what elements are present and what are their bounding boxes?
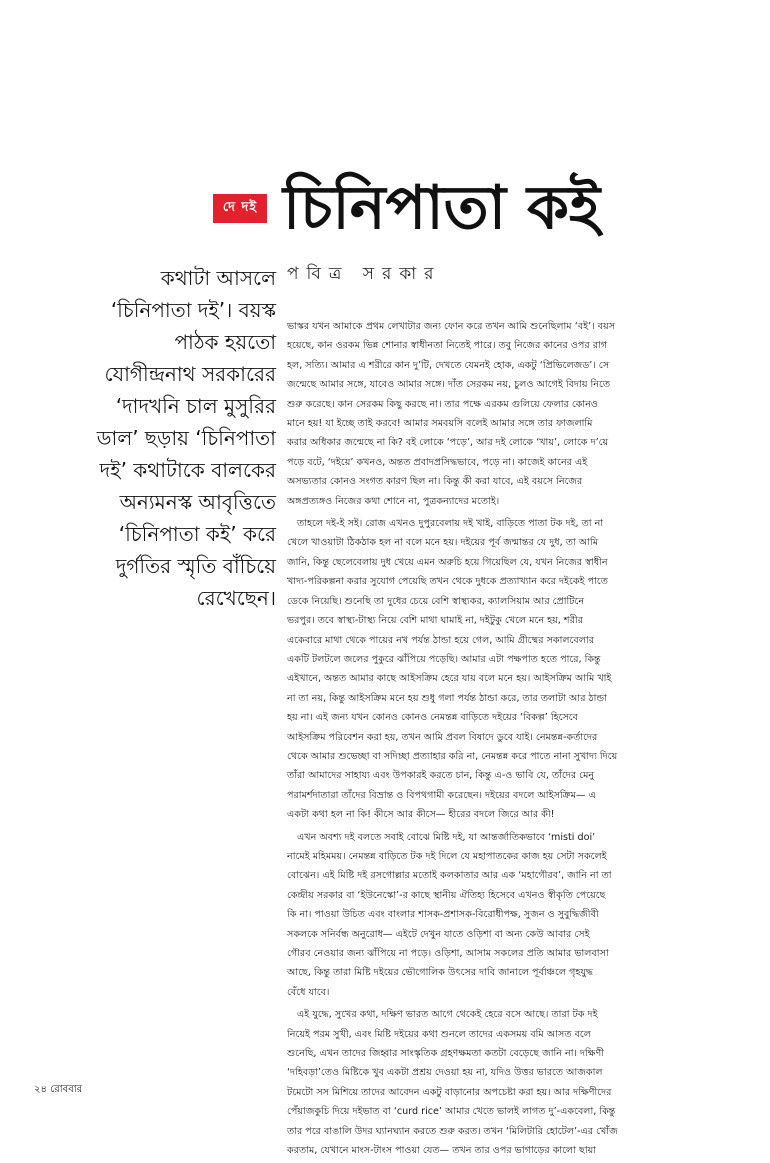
pull-quote-line: ‘চিনিপাতা দই’। বয়স্ক bbox=[110, 298, 276, 322]
article-line: ভরপুর। তবে স্বাস্থ্য-টাস্থ্য নিয়ে বেশি মাথা ঘামাই না, দইটুকু খেলে মনে হয়, শরীর bbox=[287, 615, 583, 627]
article-line: করার অধিকার জন্মেছে না কি? বই লোকে ‘পড়ে’, আর দই লোকে ‘খায়’, লোকে দ’য়ে bbox=[287, 437, 609, 449]
article-line: পেঁয়াজকুচি দিয়ে দইভাত বা ‘curd rice’ আমার খেতে ভালই লাগত দু’-একবেলা, কিন্তু bbox=[287, 1106, 616, 1118]
article-line: কেন্দ্রীয় সরকার বা ‘ইউনেস্কো’-র কাছে স্থানীয় ঐতিহ্য হিসেবে এখনও স্বীকৃতি পেয়েছে bbox=[287, 889, 606, 901]
article-line: গৌরব নেওয়ার জন্য ঝাঁপিয়ে না পড়ে। ওড়িশা, আসাম সকলের প্রতি আমার ভালবাসা bbox=[287, 948, 609, 959]
article-line: আছে, কিন্তু তারা মিষ্টি দইয়ের ভৌগোলিক উৎসের দাবি জানালে পূর্বাঞ্চলে গৃহযুদ্ধ bbox=[287, 967, 593, 979]
page-folio: ২৪ রোববার bbox=[34, 1084, 83, 1095]
article-line: কি না। পাওয়া উচিত এবং বাংলার শাসক-প্রশাসক-বিরোধীপক্ষ, সুজন ও সুবুদ্ধিজীবী bbox=[287, 909, 599, 921]
article-line: তাহলে দই-ই সই। রোজ এখনও দুপুরবেলায় দই খাই, বাড়িতে পাতা টক দই, তা না bbox=[297, 518, 604, 530]
article-line: খেলে খাওয়াটা ঠিকঠাক হল না বলে মনে হয়। দইয়ের পূর্ব জন্মান্তর যে দুধ, তা আমি bbox=[287, 537, 599, 549]
pull-quote-line: ‘চিনিপাতা কই’ করে bbox=[118, 522, 276, 546]
article-line: জানি, কিন্তু ছেলেবেলায় দুধ খেয়ে এমন অরুচি হয়ে গিয়েছিল যে, যখন নিজের স্বাধীন bbox=[287, 556, 608, 568]
pull-quote-line: কথাটা আসলে bbox=[160, 266, 276, 290]
article-line: ভাস্কর যখন আমাকে প্রথম লেখাটার জন্য ফোন করে তখন আমি শুনেছিলাম ‘বই’। বয়স bbox=[287, 321, 615, 332]
article-line: নামেই মহিমময়। নেমন্তন্ন বাড়িতে টক দই দিলে যে মহাপাতকের কাজ হয় সেটা সকলেই bbox=[287, 850, 607, 862]
author-byline: পবিত্র সরকার bbox=[287, 264, 442, 284]
pull-quote-line: দুর্গতির স্মৃতি বাঁচিয়ে bbox=[115, 554, 276, 578]
pull-quote-line: ডাল’ ছড়ায় ‘চিনিপাতা bbox=[96, 426, 276, 450]
article-line: এইখানে, অন্তত আমার কাছে আইসক্রিম হেরে যায় বলে মনে হয়। আইসক্রিম আমি খাই bbox=[287, 673, 612, 685]
article-line: বোঝেন। এই মিষ্টি দই রসগোল্লার মতোই কলকাতার আর এক ‘মহাগৌরব’, জানি না তা bbox=[287, 870, 612, 882]
article-line: ‘দহিবড়া’তেও মিষ্টিকে খুব একটা প্রশ্রয় দেওয়া হয় না, যদিও উত্তর ভারতে আজকাল bbox=[287, 1067, 603, 1079]
pull-quote bbox=[40, 262, 276, 614]
pull-quote-line: পাঠক হয়তো bbox=[174, 330, 276, 354]
article-line: করতাম, যেখানে মাংস-টাংস পাওয়া যেত— তখন তার ওপর ভাগাড়ের কালো ছায়া bbox=[287, 1145, 597, 1157]
article-line: একেবারে মাথা থেকে পায়ের নখ পর্যন্ত ঠান্ডা হয়ে গেল, আমি গ্রীষ্মের সকালবেলার bbox=[287, 634, 594, 646]
article-line: বেঁধে যাবে। bbox=[287, 986, 330, 998]
article-line: হয় না। এই জন্য যখন কোনও কোনও নেমন্তন্ন বাড়িতে দইয়ের ‘বিকল্প’ হিসেবে bbox=[287, 712, 578, 724]
article-line: সকলকে সনির্বন্ধ অনুরোধ— এইটে দেখুন যাতে ওড়িশা বা অন্য কেউ আবার সেই bbox=[287, 928, 590, 940]
article-line: একটি টলটলে জলের পুকুরে ঝাঁপিয়ে পড়েছি। আমার এটা পক্ষপাত হতে পারে, কিন্তু bbox=[287, 653, 601, 665]
pull-quote-line: যোগীন্দ্রনাথ সরকারের bbox=[104, 362, 276, 386]
article-body bbox=[287, 317, 719, 1163]
article-paragraph bbox=[287, 1005, 719, 1160]
article-paragraph bbox=[287, 317, 719, 511]
article-line: একটা কথা হল না কি! কীসে আর কীসে— হীরের বদলে জিরে আর কী! bbox=[287, 809, 555, 821]
article-line: খাদ্য-পরিকল্পনা করার সুযোগ পেয়েছি তখন থেকে দুধকে প্রত্যাখ্যান করে দইকেই পাতে bbox=[287, 576, 608, 588]
section-tag: দে দই bbox=[213, 194, 267, 223]
article-line: এখন অবশ্য দই বলতে সবাই বোঝে মিষ্টি দই, যা আন্তর্জাতিকভাবে ‘misti doi’ bbox=[297, 831, 596, 843]
article-line: পড়ে বটে, ‘দইয়ে’ কখনও, অন্তত প্রবাদপ্রসিদ্ধভাবে, পড়ে না। কাজেই কানের এই bbox=[287, 456, 588, 468]
article-line: তার পরে বাঙালি উদর ঘ্যানঘ্যান করতে শুরু করত। তখন ‘মিলিটারি হোটেল’-এর খোঁজ bbox=[287, 1125, 618, 1137]
article-line: ডেকে নিয়েছি। শুনেছি তা দুধের চেয়ে বেশি স্বাস্থ্যকর, ক্যালসিয়াম আর প্রোটিনে bbox=[287, 595, 585, 607]
article-line: অঙ্গপ্রত্যঙ্গও নিজের কথা শোনে না, পুত্রকন্যাদের মতোই। bbox=[287, 495, 500, 507]
pull-quote-line: রেখেছেন। bbox=[196, 586, 276, 610]
article-title: চিনিপাতা কই bbox=[283, 173, 601, 243]
article-line: নিয়েই পরম সুখী, এবং মিষ্টি দইয়ের কথা শুনলে তাদের একসময় বমি আসত বলে bbox=[287, 1028, 591, 1040]
article-line: না তা নয়, কিন্তু আইসক্রিম মনে হয় শুধু গলা পর্যন্ত ঠান্ডা করে, তার তলাটা আর ঠান্ডা bbox=[287, 692, 607, 704]
article-paragraph bbox=[287, 828, 719, 1003]
article-line: শুনেছি, এখন তাদের জিহ্বার সাংস্কৃতিক গ্রহণক্ষমতা কতটা বেড়েছে জানি না। দক্ষিণী bbox=[287, 1048, 605, 1060]
pull-quote-line: অন্যমনস্ক আবৃত্তিতে bbox=[119, 490, 276, 514]
article-line: জন্মেছে আমার সঙ্গে, যাবেও আমার সঙ্গে। দাঁত সেরকম নয়, চুলও আগেই বিদায় নিতে bbox=[287, 379, 611, 391]
article-line: তাঁরা আমাদের সাহায্য এবং উপকারই করতে চান, কিন্তু এ-ও ভাবি যে, তাঁদের মেনু bbox=[287, 770, 595, 782]
article-line: হয়েছে, কান ওরকম ভিন্ন শোনার স্বাধীনতা নিতেই পারে। তবু নিজের কানের ওপর রাগ bbox=[287, 340, 608, 352]
article-line: এই যুদ্ধে, সুখের কথা, দক্ষিণ ভারত আগে থেকেই হেরে বসে আছে। তারা টক দই bbox=[297, 1009, 598, 1021]
article-paragraph bbox=[287, 514, 719, 825]
article-line: আইসক্রিম পরিবেশন করা হয়, তখন আমি প্রবল বিষাদে ডুবে যাই। নেমন্তন্ন-কর্তাদের bbox=[287, 731, 598, 743]
pull-quote-line: ‘দাদখনি চাল মুসুরির bbox=[115, 394, 276, 418]
article-line: পরামর্শদাতারা তাঁদের বিভ্রান্ত ও বিপথগামী করেছেন। দইয়ের বদলে আইসক্রিম— এ bbox=[287, 789, 596, 801]
article-line: থেকে আমার শুভেচ্ছা বা সদিচ্ছা প্রত্যাহার করি না, নেমন্তন্ন করে পাতে নানা সুখাদ্য দিয়ে bbox=[287, 750, 618, 762]
article-line: শুরু করেছে। কান সেরকম কিছু করছে না। তার পক্ষে এরকম গুলিয়ে ফেলার কোনও bbox=[287, 398, 598, 410]
article-line: টমেটো সস মিশিয়ে তাদের আবেদন একটু বাড়ানোর অপচেষ্টা করা হয়। আর দক্ষিণীদের bbox=[287, 1086, 612, 1098]
article-line: হল, সত্যি। আমার এ শরীরে কান দু’টি, দেখতে যেমনই হোক, একটু ‘প্রিভিলেজড’। সে bbox=[287, 359, 610, 371]
article-line: অসভ্যতার কোনও সংগত কারণ ছিল না। কিন্তু কী করা যাবে, এই বয়সে নিজের bbox=[287, 476, 583, 488]
article-line: মানে হয়! যা ইচ্ছে তাই করবে! আমার সমবয়সি বলেই আমার সঙ্গে তার ফাজলামি bbox=[287, 418, 593, 430]
pull-quote-line: দই’ কথাটাকে বালকের bbox=[99, 458, 276, 482]
